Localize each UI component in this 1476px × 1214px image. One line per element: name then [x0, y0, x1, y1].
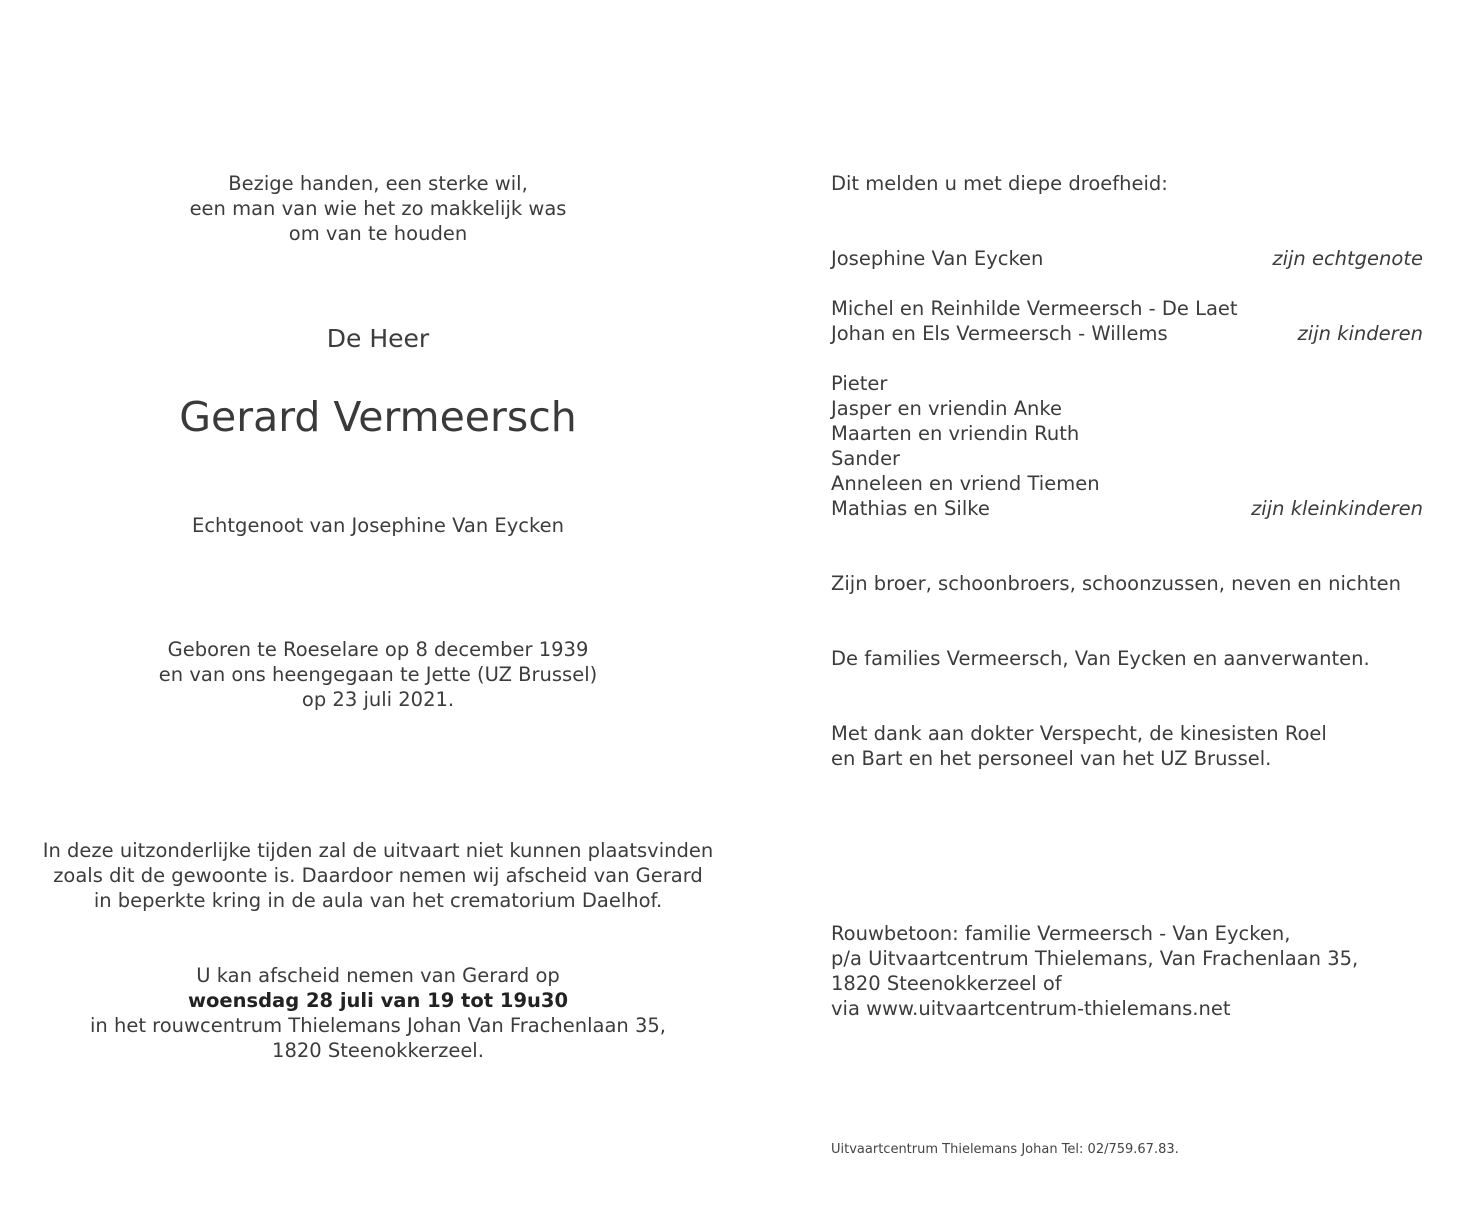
farewell-intro: U kan afscheid nemen van Gerard op	[196, 964, 560, 987]
condolence-line: p/a Uitvaartcentrum Thielemans, Van Frachenlaan 35,	[831, 947, 1359, 970]
dates-line: en van ons heengegaan te Jette (UZ Brussel)	[158, 663, 598, 686]
life-dates	[22, 637, 734, 712]
condolence-website: via www.uitvaartcentrum-thielemans.net	[831, 997, 1231, 1020]
funeral-home-footer: Uitvaartcentrum Thielemans Johan Tel: 02/759.67.83.	[831, 1142, 1179, 1157]
notice-line: in beperkte kring in de aula van het crematorium Daelhof.	[93, 889, 663, 912]
family-name: Anneleen en vriend Tiemen	[831, 472, 1100, 495]
deceased-name: Gerard Vermeersch	[179, 393, 577, 441]
farewell-date: woensdag 28 juli van 19 tot 19u30	[187, 989, 569, 1012]
relatives-line: Zijn broer, schoonbroers, schoonzussen, neven en nichten	[831, 572, 1401, 595]
condolence-line: 1820 Steenokkerzeel of	[831, 972, 1062, 995]
poem-line: om van te houden	[288, 222, 468, 245]
family-name: Johan en Els Vermeersch - Willems	[831, 322, 1168, 345]
poem-line: Bezige handen, een sterke wil,	[228, 172, 528, 195]
children-entry	[831, 296, 1423, 346]
thanks-block	[831, 721, 1423, 771]
spouse-line: Echtgenoot van Josephine Van Eycken	[192, 514, 564, 537]
family-name: Josephine Van Eycken	[831, 247, 1044, 270]
poem-line: een man van wie het zo makkelijk was	[189, 197, 567, 220]
family-name: Mathias en Silke	[831, 497, 990, 520]
family-role: zijn kleinkinderen	[1251, 497, 1423, 520]
spouse-entry	[831, 246, 1423, 271]
thanks-line: Met dank aan dokter Verspecht, de kinesisten Roel	[831, 722, 1327, 745]
condolence-address	[831, 921, 1423, 1021]
dates-line: Geboren te Roeselare op 8 december 1939	[167, 638, 589, 661]
notice-line: zoals dit de gewoonte is. Daardoor nemen wij afscheid van Gerard	[53, 864, 703, 887]
grandchildren-entry	[831, 371, 1423, 521]
farewell-location: 1820 Steenokkerzeel.	[272, 1039, 484, 1062]
farewell-info	[22, 963, 734, 1063]
poem	[22, 171, 734, 246]
family-name: Jasper en vriendin Anke	[831, 397, 1062, 420]
farewell-location: in het rouwcentrum Thielemans Johan Van Frachenlaan 35,	[89, 1014, 667, 1037]
family-name: Sander	[831, 447, 901, 470]
dates-line: op 23 juli 2021.	[301, 688, 455, 711]
thanks-line: en Bart en het personeel van het UZ Brussel.	[831, 747, 1272, 770]
family-role: zijn echtgenote	[1272, 247, 1423, 270]
notice-line: In deze uitzonderlijke tijden zal de uitvaart niet kunnen plaatsvinden	[42, 839, 714, 862]
condolence-line: Rouwbetoon: familie Vermeersch - Van Eycken,	[831, 922, 1291, 945]
families-line: De families Vermeersch, Van Eycken en aanverwanten.	[831, 647, 1370, 670]
family-role: zijn kinderen	[1297, 322, 1423, 345]
announcement-intro: Dit melden u met diepe droefheid:	[831, 172, 1168, 195]
funeral-notice	[22, 838, 734, 913]
family-name: Michel en Reinhilde Vermeersch - De Laet	[831, 297, 1238, 320]
family-name: Maarten en vriendin Ruth	[831, 422, 1080, 445]
honorific-title: De Heer	[326, 324, 430, 353]
family-name: Pieter	[831, 372, 888, 395]
